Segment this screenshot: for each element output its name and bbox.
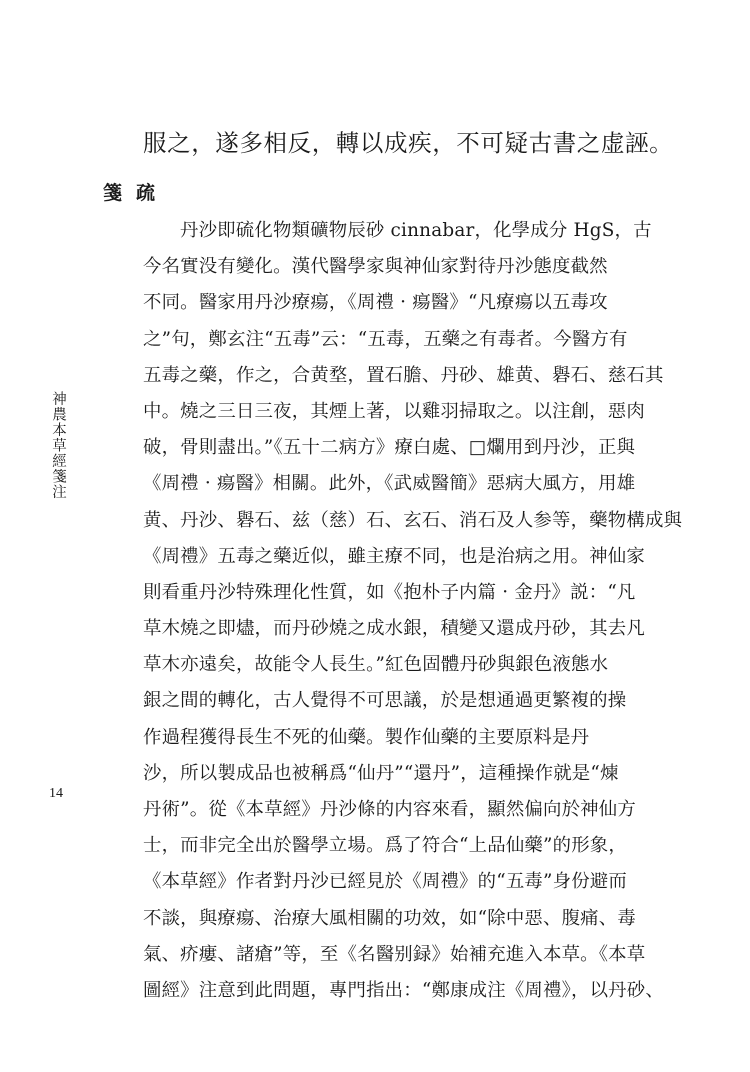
body-text-line: 作過程獲得長生不死的仙藥。製作仙藥的主要原料是丹 xyxy=(143,726,590,748)
body-text-line: 《周禮 · 瘍醫》相關。此外，《武威醫簡》惡病大風方，用雄 xyxy=(143,473,636,495)
body-text-line: 《周禮》五毒之藥近似，雖主療不同，也是治病之用。神仙家 xyxy=(143,545,645,567)
body-text-line: 《本草經》作者對丹沙已經見於《周禮》的“五毒”身份避而 xyxy=(143,871,627,893)
running-book-title: 神農本草經箋注 xyxy=(50,391,66,500)
body-text-line: 破，骨則盡出。”《五十二病方》療白處、□爛用到丹沙，正與 xyxy=(143,437,636,459)
body-text-line: 則看重丹沙特殊理化性質，如《抱朴子内篇 · 金丹》説：“凡 xyxy=(143,581,636,603)
body-text-line: 銀之間的轉化，古人覺得不可思議，於是想通過更繁複的操 xyxy=(143,690,627,712)
body-text-line: 草木燒之即燼，而丹砂燒之成水銀，積變又還成丹砂，其去凡 xyxy=(143,618,645,640)
body-text-line: 中。燒之三日三夜，其煙上著，以雞羽掃取之。以注創，惡肉 xyxy=(143,400,645,422)
body-text-line: 圖經》注意到此問題，專門指出：“鄭康成注《周禮》，以丹砂、 xyxy=(143,979,664,1001)
body-text-line: 不談，與療瘍、治療大風相關的功效，如“除中惡、腹痛、毒 xyxy=(143,907,636,929)
section-heading: 箋疏 xyxy=(103,182,170,204)
body-text-line: 士，而非完全出於醫學立場。爲了符合“上品仙藥”的形象， xyxy=(143,835,627,857)
commentary-body xyxy=(143,213,683,1009)
body-text-line: 五毒之藥，作之，合黄堥，置石膽、丹砂、雄黄、礜石、慈石其 xyxy=(143,364,664,386)
body-text-line: 之”句，鄭玄注“五毒”云：“五毒，五藥之有毒者。今醫方有 xyxy=(143,328,628,350)
body-text-line: 丹術”。從《本草經》丹沙條的内容來看，顯然偏向於神仙方 xyxy=(143,799,636,820)
body-text-line: 沙，所以製成品也被稱爲“仙丹”“還丹”，這種操作就是“煉 xyxy=(143,762,619,784)
page-number: 14 xyxy=(49,786,63,801)
body-text-line: 丹沙即硫化物類礦物辰砂 cinnabar，化學成分 HgS，古 xyxy=(180,220,652,241)
body-text-line: 黄、丹沙、礜石、兹（慈）石、玄石、消石及人参等，藥物構成與 xyxy=(143,509,683,531)
body-text-line: 今名實没有變化。漢代醫學家與神仙家對待丹沙態度截然 xyxy=(143,256,608,278)
body-text-line: 不同。醫家用丹沙療瘍，《周禮 · 瘍醫》“凡療瘍以五毒攻 xyxy=(143,292,608,314)
body-text-line: 草木亦遠矣，故能令人長生。”紅色固體丹砂與銀色液態水 xyxy=(143,654,609,676)
body-text-line: 氣、疥瘻、諸瘡”等，至《名醫别録》始補充進入本草。《本草 xyxy=(143,943,646,965)
continued-text-line: 服之，遂多相反，轉以成疾，不可疑古書之虚誣。 xyxy=(143,129,674,157)
